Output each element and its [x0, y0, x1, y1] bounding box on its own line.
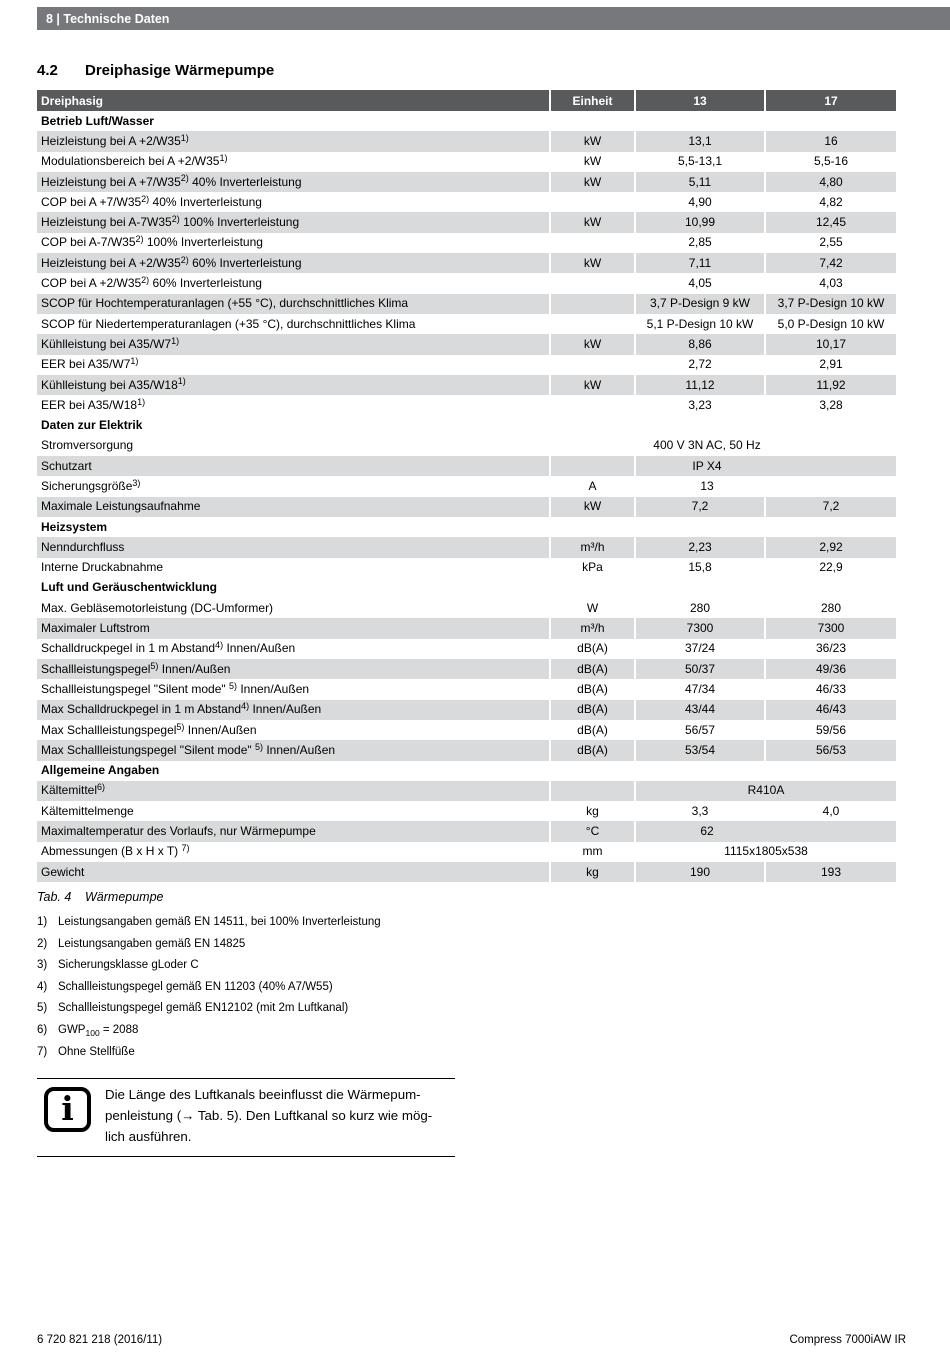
table-section-row	[37, 578, 896, 598]
row-label: Stromversorgung	[41, 438, 134, 453]
table-row	[37, 294, 896, 314]
row-label: Max. Gebläsemotorleistung (DC-Umformer)	[41, 600, 274, 615]
row-value-13: 4,05	[635, 273, 765, 293]
section-title: Dreiphasige Wärmepumpe	[85, 62, 275, 79]
row-value-span: IP X4	[635, 456, 896, 476]
row-value-17: 280	[765, 598, 896, 618]
footnote	[37, 958, 737, 972]
row-value-17: 2,92	[765, 537, 896, 557]
row-value-17: 2,91	[765, 355, 896, 375]
row-unit: kW	[550, 253, 635, 273]
row-label: SCOP für Niedertemperaturanlagen (+35 °C), durchschnittliches Klima	[41, 316, 416, 331]
row-value-13: 3,3	[635, 801, 765, 821]
row-unit: A	[550, 476, 635, 496]
row-value-13: 2,85	[635, 233, 765, 253]
row-label: Heizleistung bei $A +2/W35^{2)}$ 60% Inverterleistung	[37, 253, 550, 273]
row-value-13: 4,90	[635, 192, 765, 212]
table-row	[37, 152, 896, 172]
row-value-span: 400 V 3N AC, 50 Hz	[635, 436, 896, 456]
row-value-17: 36/23	[765, 639, 896, 659]
footnote-number: 7)	[37, 1045, 48, 1058]
footnote	[37, 1001, 737, 1015]
table-section-row	[37, 415, 896, 435]
footer-product-name: Compress 7000iAW IR	[789, 1334, 906, 1346]
row-label: Max Schalldruckpegel in 1 m Abstand$^{4)}$ Innen/Außen	[37, 700, 550, 720]
info-note-line: lich ausführen.	[105, 1129, 192, 1144]
row-value-13: 2,72	[635, 355, 765, 375]
table-row	[37, 497, 896, 517]
note-rule-top	[37, 1078, 455, 1079]
table-row	[37, 131, 896, 151]
row-label: Interne Druckabnahme	[41, 560, 164, 575]
table-row	[37, 598, 896, 618]
row-value-17: 56/53	[765, 740, 896, 760]
row-label: Heizleistung bei A-7W35$^{2)}$ 100% Inverterleistung	[37, 212, 550, 232]
row-label: Kühlleistung bei A35/W7$^{1)}$	[37, 334, 550, 354]
row-value-13: 43/44	[635, 700, 765, 720]
row-value-17: 5,0 P-Design 10 kW	[765, 314, 896, 334]
row-unit: m³/h	[550, 618, 635, 638]
column-header-13: 13	[635, 90, 765, 111]
row-value-17: 4,80	[765, 172, 896, 192]
row-value-13: 7,11	[635, 253, 765, 273]
table-row	[37, 192, 896, 212]
table-row	[37, 700, 896, 720]
footnote-number: 5)	[37, 1002, 48, 1015]
table-row	[37, 233, 896, 253]
row-unit: dB(A)	[550, 720, 635, 740]
info-icon-glyph: i	[61, 1088, 74, 1128]
row-value-13: 37/24	[635, 639, 765, 659]
row-value-17: 10,17	[765, 334, 896, 354]
row-label: Heizleistung bei $A +7/W35^{2)}$ 40% Inverterleistung	[37, 172, 550, 192]
page-footer	[37, 1334, 906, 1346]
row-value-13: 50/37	[635, 659, 765, 679]
row-value-17: 3,28	[765, 395, 896, 415]
info-note-text	[105, 1084, 465, 1147]
row-unit	[550, 436, 635, 456]
row-label: COP bei $A +2/W35^{2)}$ 60% Inverterleistung	[41, 274, 262, 291]
row-unit: kW	[550, 172, 635, 192]
info-note-line: Die Länge des Luftkanals beeinflusst die Wärmepum-	[105, 1087, 421, 1102]
footnote	[37, 980, 737, 994]
table-row	[37, 212, 896, 232]
row-value-17: 46/33	[765, 679, 896, 699]
row-label: EER bei A35/W7$^{1)}$	[41, 356, 139, 372]
row-value-13: 190	[635, 862, 765, 882]
row-value-span: 62	[635, 821, 896, 841]
row-value-13: 15,8	[635, 558, 765, 578]
row-label: Nenndurchfluss	[37, 537, 550, 557]
table-row	[37, 801, 896, 821]
footnote	[37, 937, 737, 951]
info-note-line: penleistung (→ Tab. 5). Den Luftkanal so kurz wie mög-	[105, 1108, 433, 1123]
row-value-17: 7300	[765, 618, 896, 638]
row-value-span: R410A	[635, 781, 896, 801]
table-row	[37, 334, 896, 354]
row-unit	[550, 355, 635, 375]
footnote-text: Ohne Stellfüße	[58, 1045, 135, 1058]
row-value-13: 53/54	[635, 740, 765, 760]
row-unit	[550, 314, 635, 334]
table-row	[37, 740, 896, 760]
row-value-17: 12,45	[765, 212, 896, 232]
table-row	[37, 476, 896, 496]
footnote-number: 2)	[37, 937, 48, 950]
section-label: Daten zur Elektrik	[37, 415, 896, 435]
table-row	[37, 253, 896, 273]
row-unit: kW	[550, 334, 635, 354]
row-unit: m³/h	[550, 537, 635, 557]
row-unit: °C	[550, 821, 635, 841]
row-value-13: 11,12	[635, 375, 765, 395]
footnote-text: Schallleistungspegel gemäß EN 11203 (40% A7/W55)	[58, 980, 333, 993]
row-value-17: 193	[765, 862, 896, 882]
row-value-span: 13	[635, 476, 896, 496]
row-unit: kW	[550, 152, 635, 172]
row-value-17: 4,82	[765, 192, 896, 212]
table-row	[37, 395, 896, 415]
row-unit	[550, 395, 635, 415]
footnote-number: 1)	[37, 916, 48, 928]
row-value-17: 7,2	[765, 497, 896, 517]
row-label: Sicherungsgröße$^{3)}$	[41, 477, 141, 493]
table-header-row	[37, 90, 896, 111]
page-header-bar	[37, 7, 950, 30]
row-value-17: 7,42	[765, 253, 896, 273]
footnote-text: Sicherungsklasse gLoder C	[58, 959, 199, 972]
footnote-text: Leistungsangaben gemäß EN 14511, bei 100% Inverterleistung	[58, 916, 381, 928]
row-value-13: 13,1	[635, 131, 765, 151]
row-unit	[550, 456, 635, 476]
info-icon	[44, 1087, 91, 1132]
table-section-row	[37, 517, 896, 537]
row-label: COP bei $A +7/W35^{2)}$ 40% Inverterleistung	[41, 193, 262, 209]
table-section-row	[37, 761, 896, 781]
row-value-13: 10,99	[635, 212, 765, 232]
row-value-13: 56/57	[635, 720, 765, 740]
column-header-dreiphasig: Dreiphasig	[37, 90, 550, 111]
row-unit: kW	[550, 212, 635, 232]
table-row	[37, 659, 896, 679]
section-heading	[37, 62, 274, 79]
row-label: Max Schallleistungspegel "Silent mode" $^{5)}$ Innen/Außen	[37, 740, 550, 760]
row-unit: kW	[550, 497, 635, 517]
row-value-13: 5,5-13,1	[635, 152, 765, 172]
table-row	[37, 720, 896, 740]
table-row	[37, 456, 896, 476]
row-value-13: 7300	[635, 618, 765, 638]
row-label: Maximaltemperatur des Vorlaufs, nur Wärmepumpe	[37, 821, 550, 841]
row-unit	[550, 233, 635, 253]
row-value-13: 3,7 P-Design 9 kW	[635, 294, 765, 314]
table-caption-text: Wärmepumpe	[85, 890, 164, 904]
row-value-13: 5,11	[635, 172, 765, 192]
table-row	[37, 314, 896, 334]
table-row	[37, 558, 896, 578]
row-value-17: 11,92	[765, 375, 896, 395]
row-unit	[550, 781, 635, 801]
footer-doc-number: 6 720 821 218 (2016/11)	[37, 1334, 163, 1346]
row-unit: kPa	[550, 558, 635, 578]
row-label: Maximaler Luftstrom	[37, 618, 550, 638]
row-unit	[550, 192, 635, 212]
row-label: Kühlleistung bei A35/W18$^{1)}$	[37, 375, 550, 395]
footnotes-list	[37, 915, 737, 1066]
section-label: Allgemeine Angaben	[37, 761, 896, 781]
row-label: Maximale Leistungsaufnahme	[37, 497, 550, 517]
row-unit: W	[550, 598, 635, 618]
row-value-13: 8,86	[635, 334, 765, 354]
row-value-17: 59/56	[765, 720, 896, 740]
table-row	[37, 781, 896, 801]
row-value-span: 1115x1805x538	[635, 842, 896, 862]
section-label: Betrieb Luft/Wasser	[37, 111, 896, 131]
row-label: Schutzart	[37, 456, 550, 476]
row-unit: mm	[550, 842, 635, 862]
row-value-13: 47/34	[635, 679, 765, 699]
table-row	[37, 639, 896, 659]
table-row	[37, 273, 896, 293]
row-value-13: 5,1 P-Design 10 kW	[635, 314, 765, 334]
footnote-number: 4)	[37, 980, 48, 993]
row-value-17: 4,0	[765, 801, 896, 821]
row-value-13: 7,2	[635, 497, 765, 517]
page-header-text: 8 | Technische Daten	[46, 11, 170, 26]
footnote-text: $GWP_{100} = 2088$	[58, 1023, 139, 1038]
row-label: Schalldruckpegel in 1 m Abstand$^{4)}$ Innen/Außen	[41, 640, 296, 656]
table-row	[37, 375, 896, 395]
row-label: EER bei A35/W18$^{1)}$	[41, 396, 146, 412]
footnote	[37, 915, 737, 929]
footnote	[37, 1023, 737, 1037]
row-value-13: 2,23	[635, 537, 765, 557]
section-label: Heizsystem	[37, 517, 896, 537]
table-row	[37, 537, 896, 557]
row-value-17: 16	[765, 131, 896, 151]
row-unit: kW	[550, 131, 635, 151]
row-unit	[550, 273, 635, 293]
table-caption	[37, 890, 164, 904]
row-label: Schallleistungspegel$^{5)}$ Innen/Außen	[37, 659, 550, 679]
table-row	[37, 172, 896, 192]
column-header-17: 17	[765, 90, 896, 111]
footnote-number: 6)	[37, 1023, 48, 1036]
row-unit: dB(A)	[550, 679, 635, 699]
row-unit: dB(A)	[550, 740, 635, 760]
row-label: Max Schallleistungspegel$^{5)}$ Innen/Außen	[41, 721, 257, 737]
row-unit: dB(A)	[550, 659, 635, 679]
row-unit: dB(A)	[550, 639, 635, 659]
footnote	[37, 1045, 737, 1059]
row-label: Abmessungen (B x H x T) $^{7)}$	[41, 843, 190, 859]
row-label: Heizleistung bei $A +2/W35^{1)}$	[37, 131, 550, 151]
section-number: 4.2	[37, 62, 58, 79]
row-label: Gewicht	[37, 862, 550, 882]
row-value-17: 46/43	[765, 700, 896, 720]
footnote-number: 3)	[37, 959, 48, 972]
row-label: Modulationsbereich bei $A +2/W35^{1)}$	[41, 153, 228, 169]
table-caption-label: Tab. 4	[37, 890, 72, 904]
row-label: Schallleistungspegel "Silent mode" $^{5)}$ Innen/Außen	[41, 680, 310, 696]
table-row	[37, 679, 896, 699]
table-row	[37, 618, 896, 638]
section-label: Luft und Geräuschentwicklung	[37, 578, 896, 598]
table-row	[37, 821, 896, 841]
row-value-13: 3,23	[635, 395, 765, 415]
table-section-row	[37, 111, 896, 131]
spec-table	[37, 90, 896, 882]
row-value-17: 4,03	[765, 273, 896, 293]
row-unit: kg	[550, 862, 635, 882]
row-unit: dB(A)	[550, 700, 635, 720]
table-row	[37, 355, 896, 375]
row-unit: kW	[550, 375, 635, 395]
table-row	[37, 436, 896, 456]
footnote-text: Leistungsangaben gemäß EN 14825	[58, 937, 246, 950]
row-label: Kältemittel$^{6)}$	[37, 781, 550, 801]
table-row	[37, 862, 896, 882]
footnote-text: Schallleistungspegel gemäß EN12102 (mit 2m Luftkanal)	[58, 1002, 349, 1015]
row-value-17: 22,9	[765, 558, 896, 578]
row-unit	[550, 294, 635, 314]
column-header-einheit: Einheit	[550, 90, 635, 111]
row-value-17: 2,55	[765, 233, 896, 253]
row-value-17: 5,5-16	[765, 152, 896, 172]
row-value-17: 3,7 P-Design 10 kW	[765, 294, 896, 314]
row-value-17: 49/36	[765, 659, 896, 679]
table-row	[37, 842, 896, 862]
row-label: Kältemittelmenge	[41, 803, 134, 818]
row-unit: kg	[550, 801, 635, 821]
row-value-13: 280	[635, 598, 765, 618]
row-label: SCOP für Hochtemperaturanlagen (+55 °C), durchschnittliches Klima	[37, 294, 550, 314]
note-rule-bottom	[37, 1156, 455, 1157]
row-label: COP bei A-7/W35$^{2)}$ 100% Inverterleistung	[41, 234, 263, 250]
